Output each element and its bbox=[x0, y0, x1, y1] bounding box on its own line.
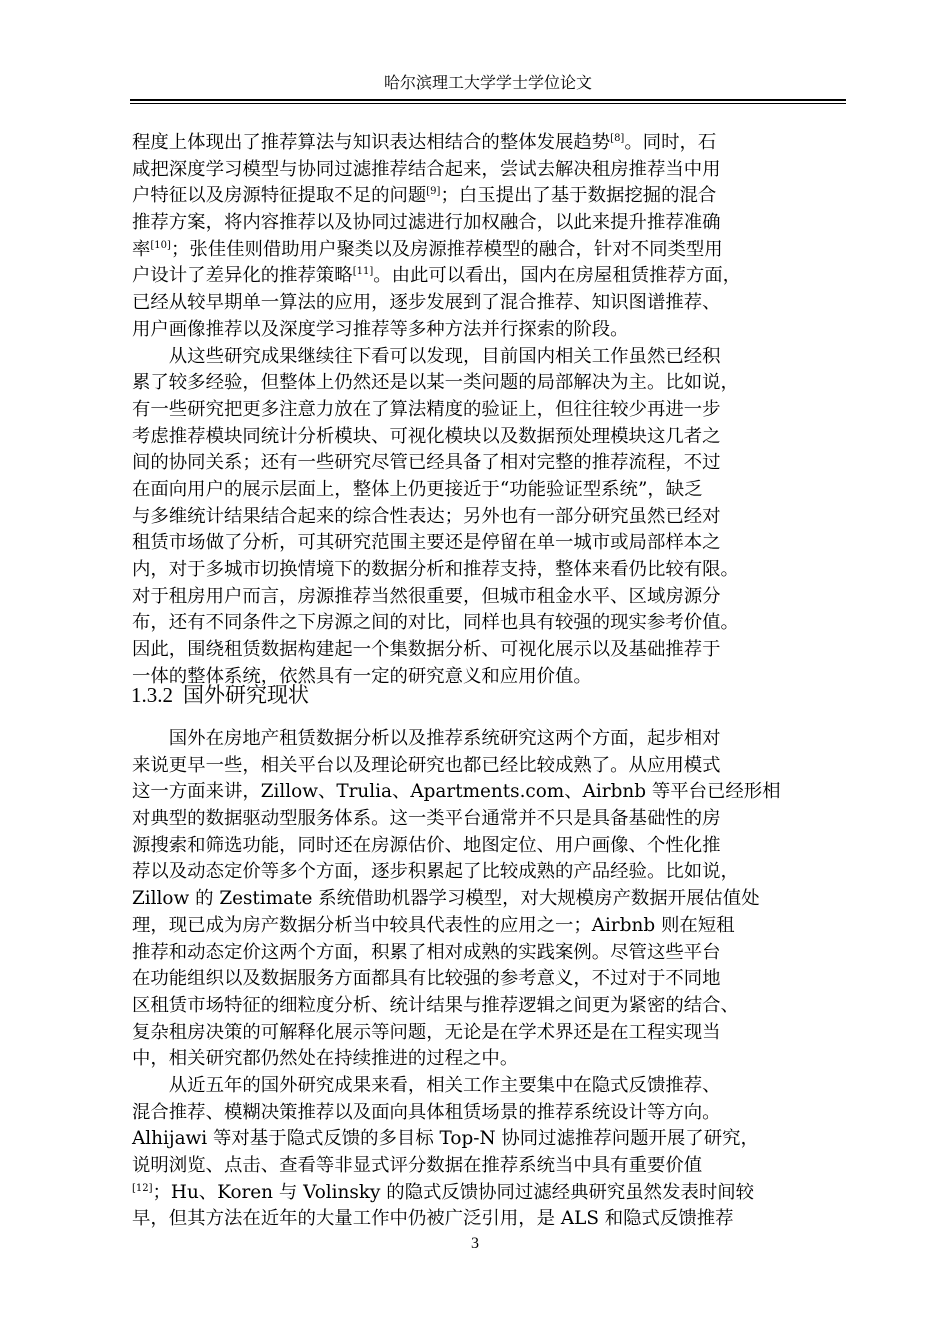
header-rule-thick bbox=[130, 99, 846, 101]
text-line bbox=[132, 1206, 844, 1233]
text-line bbox=[132, 1046, 844, 1073]
text-line bbox=[132, 993, 844, 1020]
line-text: 因此，围绕租赁数据构建起一个集数据分析、可视化展示以及基础推荐于 bbox=[132, 639, 721, 661]
line-text: 这一方面来讲，Zillow、Trulia、Apartments.com、Airbnb 等平台已经形相 bbox=[132, 781, 781, 803]
text-line bbox=[132, 1153, 844, 1180]
line-text: 已经从较早期单一算法的应用，逐步发展到了混合推荐、知识图谱推荐、 bbox=[132, 292, 721, 314]
line-text: 早，但其方法在近年的大量工作中仍被广泛引用，是 ALS 和隐式反馈推荐 bbox=[132, 1208, 734, 1230]
line-text: 咸把深度学习模型与协同过滤推荐结合起来，尝试去解决租房推荐当中用 bbox=[132, 158, 721, 180]
text-line bbox=[132, 1100, 844, 1127]
line-text: 累了较多经验，但整体上仍然还是以某一类问题的局部解决为主。比如说， bbox=[132, 372, 739, 394]
text-line bbox=[132, 940, 844, 967]
text-line bbox=[132, 557, 844, 584]
line-text: 对典型的数据驱动型服务体系。这一类平台通常并不只是具备基础性的房 bbox=[132, 808, 721, 830]
line-text: 从近五年的国外研究成果来看，相关工作主要集中在隐式反馈推荐、 bbox=[132, 1074, 721, 1096]
text-line bbox=[132, 397, 844, 424]
text-line bbox=[132, 966, 844, 993]
text-line bbox=[132, 370, 844, 397]
line-text: 与多维统计结果结合起来的综合性表达；另外也有一部分研究虽然已经对 bbox=[132, 505, 721, 527]
text-line bbox=[132, 779, 844, 806]
line-text: 中，相关研究都仍然处在持续推进的过程之中。 bbox=[132, 1048, 519, 1070]
line-text-continued: ；张佳佳则借助用户聚类以及房源推荐模型的融合，针对不同类型用 bbox=[170, 238, 723, 260]
section-heading bbox=[131, 680, 309, 710]
line-text: 说明浏览、点击、查看等非显式评分数据在推荐系统当中具有重要价值 bbox=[132, 1155, 703, 1176]
line-text: 从这些研究成果继续往下看可以发现，目前国内相关工作虽然已经积 bbox=[132, 345, 721, 367]
text-line bbox=[132, 210, 844, 237]
line-text: 推荐方案，将内容推荐以及协同过滤进行加权融合，以此来提升推荐准确 bbox=[132, 212, 721, 234]
citation-marker: [10] bbox=[150, 239, 171, 251]
line-text: 理，现已成为房产数据分析当中较具代表性的应用之一；Airbnb 则在短租 bbox=[132, 914, 735, 936]
line-text: 一体的整体系统，依然具有一定的研究意义和应用价值。 bbox=[132, 665, 592, 687]
text-line bbox=[132, 1126, 844, 1153]
text-line bbox=[132, 477, 844, 504]
line-text: 率 bbox=[132, 238, 151, 260]
line-text-continued: 。由此可以看出，国内在房屋租赁推荐方面， bbox=[373, 265, 742, 287]
line-text: 区租赁市场特征的细粒度分析、统计结果与推荐逻辑之间更为紧密的结合、 bbox=[132, 994, 739, 1016]
text-line bbox=[132, 1073, 844, 1100]
line-text: 内，对于多城市切换情境下的数据分析和推荐支持，整体来看仍比较有限。 bbox=[132, 559, 739, 580]
line-text: Alhijawi 等对基于隐式反馈的多目标 Top-N 协同过滤推荐问题开展了研究， bbox=[132, 1128, 759, 1150]
text-line bbox=[132, 183, 844, 210]
line-text: 程度上体现出了推荐算法与知识表达相结合的整体发展趋势 bbox=[132, 132, 611, 153]
line-text: 复杂租房决策的可解释化展示等问题，无论是在学术界还是在工程实现当 bbox=[132, 1021, 721, 1043]
running-header: 哈尔滨理工大学学士学位论文 bbox=[383, 73, 592, 92]
line-text: 对于租房用户而言，房源推荐当然很重要，但城市租金水平、区域房源分 bbox=[132, 585, 721, 607]
line-text-continued: 。同时，石 bbox=[624, 132, 717, 153]
text-line bbox=[132, 530, 844, 557]
text-line bbox=[132, 130, 844, 157]
citation-marker: [11] bbox=[352, 266, 374, 278]
line-text: 在面向用户的展示层面上，整体上仍更接近于“功能验证型系统”，缺乏 bbox=[132, 478, 703, 500]
text-line bbox=[132, 610, 844, 637]
line-text: 用户画像推荐以及深度学习推荐等多种方法并行探索的阶段。 bbox=[132, 318, 629, 340]
text-line bbox=[132, 753, 844, 780]
section-number: 1.3.2 bbox=[131, 683, 173, 707]
line-text: 源搜索和筛选功能，同时还在房源估价、地图定位、用户画像、个性化推 bbox=[132, 834, 721, 856]
text-line bbox=[132, 237, 844, 264]
line-text: 户特征以及房源特征提取不足的问题 bbox=[132, 185, 427, 207]
line-text: 混合推荐、模糊决策推荐以及面向具体租赁场景的推荐系统设计等方向。 bbox=[132, 1101, 721, 1123]
line-text: Zillow 的 Zestimate 系统借助机器学习模型，对大规模房产数据开展估值处 bbox=[132, 888, 760, 910]
line-text: 间的协同关系；还有一些研究尽管已经具备了相对完整的推荐流程，不过 bbox=[132, 452, 721, 474]
line-text: 户设计了差异化的推荐策略 bbox=[132, 265, 353, 287]
text-line bbox=[132, 806, 844, 833]
line-text: 有一些研究把更多注意力放在了算法精度的验证上，但往往较少再进一步 bbox=[132, 398, 721, 420]
line-text: 荐以及动态定价等多个方面，逐步积累起了比较成熟的产品经验。比如说， bbox=[132, 861, 739, 883]
header-rule-thin bbox=[130, 103, 846, 104]
line-text: 国外在房地产租赁数据分析以及推荐系统研究这两个方面，起步相对 bbox=[132, 728, 721, 749]
citation-marker: [9] bbox=[426, 186, 441, 198]
text-line bbox=[132, 450, 844, 477]
text-line bbox=[132, 317, 844, 344]
text-line bbox=[132, 157, 844, 184]
text-line bbox=[132, 290, 844, 317]
line-text-continued: ；白玉提出了基于数据挖掘的混合 bbox=[440, 185, 717, 207]
text-line bbox=[132, 637, 844, 664]
line-text-continued: ；Hu、Koren 与 Volinsky 的隐式反馈协同过滤经典研究虽然发表时间较 bbox=[152, 1181, 755, 1203]
line-text: 考虑推荐模块同统计分析模块、可视化模块以及数据预处理模块这几者之 bbox=[132, 425, 721, 447]
body-text-section-1 bbox=[132, 130, 844, 690]
line-text: 在功能组织以及数据服务方面都具有比较强的参考意义，不过对于不同地 bbox=[132, 968, 721, 990]
text-line bbox=[132, 913, 844, 940]
line-text: 来说更早一些，相关平台以及理论研究也都已经比较成熟了。从应用模式 bbox=[132, 754, 721, 776]
text-line bbox=[132, 344, 844, 371]
body-text-section-2 bbox=[132, 726, 844, 1233]
text-line bbox=[132, 859, 844, 886]
text-line bbox=[132, 1020, 844, 1047]
line-text: 布，还有不同条件之下房源之间的对比，同样也具有较强的现实参考价值。 bbox=[132, 612, 739, 634]
page-number: 3 bbox=[471, 1235, 479, 1252]
section-title: 国外研究现状 bbox=[183, 683, 309, 707]
text-line bbox=[132, 833, 844, 860]
text-line bbox=[132, 584, 844, 611]
text-line bbox=[132, 424, 844, 451]
line-text: 租赁市场做了分析，可其研究范围主要还是停留在单一城市或局部样本之 bbox=[132, 532, 721, 554]
citation-marker: [8] bbox=[610, 133, 625, 144]
text-line bbox=[132, 1180, 844, 1207]
text-line bbox=[132, 504, 844, 531]
citation-marker: [12] bbox=[132, 1182, 153, 1194]
line-text: 推荐和动态定价这两个方面，积累了相对成熟的实践案例。尽管这些平台 bbox=[132, 941, 721, 963]
text-line bbox=[132, 726, 844, 753]
text-line bbox=[132, 886, 844, 913]
text-line bbox=[132, 263, 844, 290]
